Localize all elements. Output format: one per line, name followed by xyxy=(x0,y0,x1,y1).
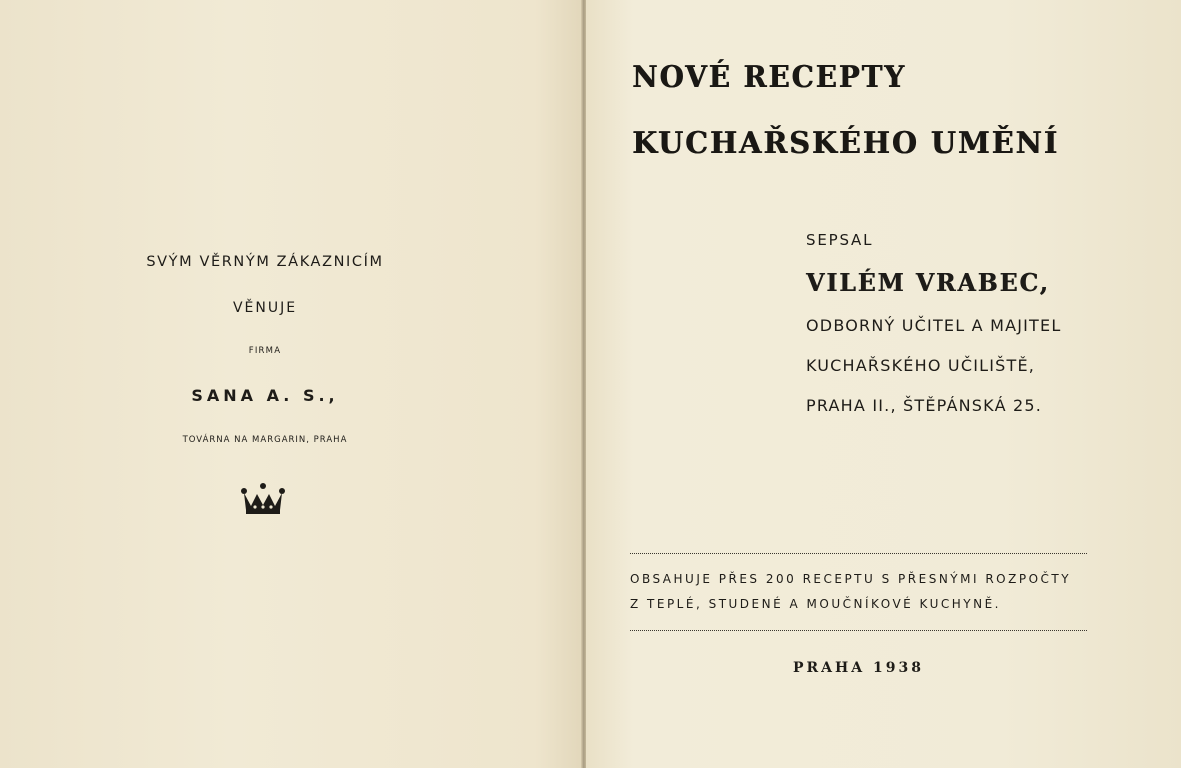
compiled-by-label: SEPSAL xyxy=(806,231,874,249)
left-page xyxy=(0,0,582,768)
author-address: PRAHA II., ŠTĚPÁNSKÁ 25. xyxy=(806,396,1043,415)
right-page xyxy=(586,0,1181,768)
firm-label: FIRMA xyxy=(248,346,282,356)
company-name: SANA A. S., xyxy=(191,386,339,405)
contents-line-2: Z TEPLÉ, STUDENÉ A MOUČNÍKOVÉ KUCHYNĚ. xyxy=(630,597,1001,611)
author-title-line-2: KUCHAŘSKÉHO UČILIŠTĚ, xyxy=(806,356,1036,375)
contents-line-1: OBSAHUJE PŘES 200 RECEPTU S PŘESNÝMI ROZPOČTY xyxy=(630,572,1072,586)
dedication-line-1: SVÝM VĚRNÝM ZÁKAZNICÍM xyxy=(146,254,384,270)
divider-top xyxy=(630,553,1087,554)
crown-icon xyxy=(240,482,286,516)
author-name: VILÉM VRABEC, xyxy=(806,268,1050,297)
book-title-line-2: KUCHAŘSKÉHO UMĚNÍ xyxy=(632,126,1060,161)
imprint: PRAHA 1938 xyxy=(793,660,924,676)
dedication-line-2: VĚNUJE xyxy=(232,300,298,316)
author-title-line-1: ODBORNÝ UČITEL A MAJITEL xyxy=(806,316,1062,335)
company-description: TOVÁRNA NA MARGARIN, PRAHA xyxy=(182,435,348,445)
book-title-line-1: NOVÉ RECEPTY xyxy=(632,60,906,95)
divider-bottom xyxy=(630,630,1087,631)
